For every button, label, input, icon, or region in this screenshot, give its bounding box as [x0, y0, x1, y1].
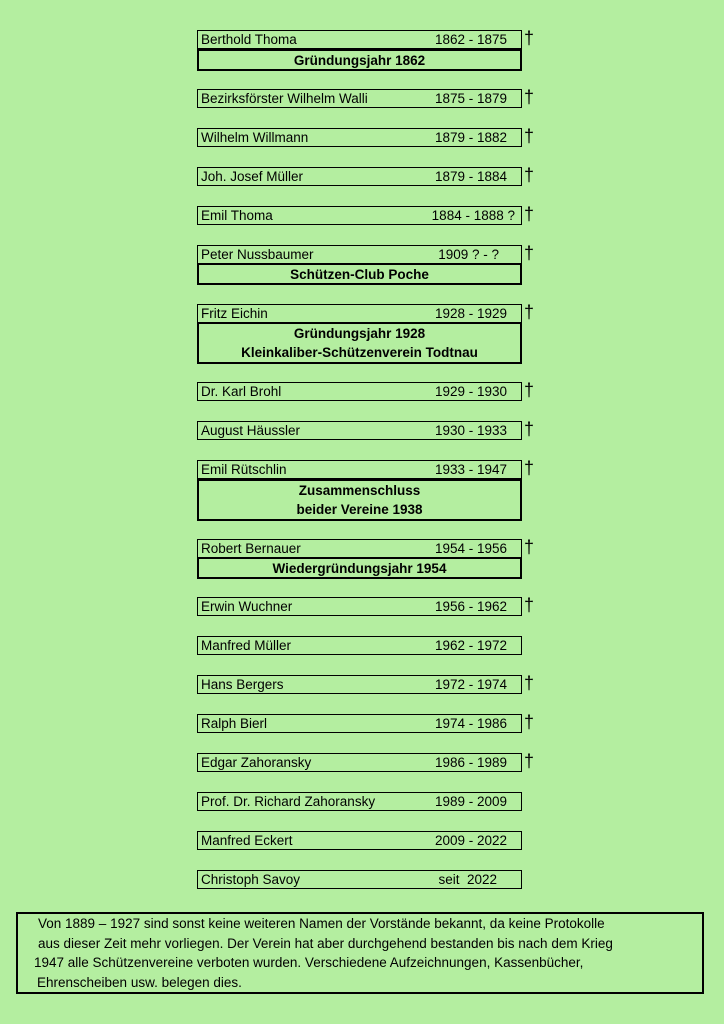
chairman-row: [197, 792, 522, 811]
deceased-cross-icon: †: [524, 302, 535, 322]
deceased-cross-icon: †: [524, 165, 535, 185]
chairman-name: Joh. Josef Müller: [201, 169, 304, 184]
chairman-row: [197, 30, 522, 49]
term-years: 1879 - 1884: [434, 169, 507, 184]
term-years: 2009 - 2022: [434, 833, 507, 848]
term-years: 1862 - 1875: [434, 32, 507, 47]
deceased-cross-icon: †: [524, 751, 535, 771]
chairman-row: [197, 460, 522, 479]
deceased-cross-icon: †: [524, 204, 535, 224]
term-years: 1974 - 1986: [434, 716, 507, 731]
milestone-text: Gründungsjahr 1862: [293, 52, 426, 68]
chairman-name: Wilhelm Willmann: [201, 130, 309, 145]
chairman-row: [197, 89, 522, 108]
chairman-name: Fritz Eichin: [201, 306, 268, 321]
chairman-row: [197, 245, 522, 264]
chairman-name: Prof. Dr. Richard Zahoransky: [201, 794, 376, 809]
chairman-name: Ralph Bierl: [201, 716, 268, 731]
deceased-cross-icon: †: [524, 712, 535, 732]
milestone-text: Zusammenschluss: [298, 483, 421, 498]
milestone-text: beider Vereine 1938: [296, 502, 423, 517]
term-years: 1929 - 1930: [434, 384, 507, 399]
chairman-row: [197, 675, 522, 694]
term-years: seit 2022: [438, 872, 497, 887]
chairman-row: [197, 167, 522, 186]
chairman-row: [197, 597, 522, 616]
chairman-row: [197, 382, 522, 401]
club-milestone-band: [197, 557, 522, 579]
milestone-text: Kleinkaliber-Schützenverein Todtnau: [241, 345, 478, 360]
club-milestone-band: [197, 479, 522, 521]
deceased-cross-icon: †: [524, 673, 535, 693]
club-milestone-band: [197, 322, 522, 364]
chairman-name: Edgar Zahoransky: [201, 755, 312, 770]
deceased-cross-icon: †: [524, 419, 535, 439]
chairman-name: Hans Bergers: [201, 677, 284, 692]
chairman-row: [197, 421, 522, 440]
term-years: 1989 - 2009: [434, 794, 507, 809]
term-years: 1930 - 1933: [434, 423, 507, 438]
term-years: 1875 - 1879: [434, 91, 507, 106]
chairman-name: Emil Rütschlin: [201, 462, 287, 477]
deceased-cross-icon: †: [524, 87, 535, 107]
chairman-name: Berthold Thoma: [201, 32, 297, 47]
term-years: 1909 ? - ?: [438, 247, 499, 262]
term-years: 1954 - 1956: [434, 541, 507, 556]
chairman-row: [197, 206, 522, 225]
chairman-row: [197, 753, 522, 772]
chairman-row: [197, 831, 522, 850]
chairman-row: [197, 870, 522, 889]
deceased-cross-icon: †: [524, 458, 535, 478]
chairman-row: [197, 539, 522, 558]
chairman-name: Manfred Müller: [201, 638, 292, 653]
term-years: 1956 - 1962: [434, 599, 507, 614]
chairman-name: Erwin Wuchner: [201, 599, 293, 614]
milestone-text: Gründungsjahr 1928: [293, 326, 426, 341]
chairman-row: [197, 304, 522, 323]
deceased-cross-icon: †: [524, 243, 535, 263]
chairman-name: Peter Nussbaumer: [201, 247, 314, 262]
deceased-cross-icon: †: [524, 126, 535, 146]
term-years: 1879 - 1882: [434, 130, 507, 145]
term-years: 1933 - 1947: [434, 462, 507, 477]
milestone-text: Wiedergründungsjahr 1954: [272, 560, 447, 576]
chairman-row: [197, 636, 522, 655]
chairman-name: August Häussler: [201, 423, 301, 438]
note-line: Ehrenscheiben usw. belegen dies.: [37, 974, 242, 990]
deceased-cross-icon: †: [524, 28, 535, 48]
term-years: 1962 - 1972: [434, 638, 507, 653]
deceased-cross-icon: †: [524, 595, 535, 615]
term-years: 1972 - 1974: [434, 677, 507, 692]
milestone-text: Schützen-Club Poche: [290, 266, 429, 282]
chairman-name: Christoph Savoy: [201, 872, 301, 887]
chairman-name: Emil Thoma: [201, 208, 273, 223]
history-note: [16, 912, 704, 994]
chairman-name: Bezirksförster Wilhelm Walli: [201, 91, 368, 106]
note-line: Von 1889 – 1927 sind sonst keine weiteren Namen der Vorstände bekannt, da keine Protokolle: [38, 916, 605, 931]
deceased-cross-icon: †: [524, 537, 535, 557]
deceased-cross-icon: †: [524, 380, 535, 400]
chairman-name: Manfred Eckert: [201, 833, 293, 848]
chairman-name: Dr. Karl Brohl: [201, 384, 282, 399]
club-milestone-band: [197, 263, 522, 285]
term-years: 1986 - 1989: [434, 755, 507, 770]
club-milestone-band: [197, 49, 522, 71]
chairman-row: [197, 714, 522, 733]
chairman-row: [197, 128, 522, 147]
chairman-name: Robert Bernauer: [201, 541, 301, 556]
term-years: 1884 - 1888 ?: [431, 208, 515, 223]
term-years: 1928 - 1929: [434, 306, 507, 321]
note-line: aus dieser Zeit mehr vorliegen. Der Verein hat aber durchgehend bestanden bis nach dem Krieg: [38, 935, 613, 951]
note-line: 1947 alle Schützenvereine verboten wurden. Verschiedene Aufzeichnungen, Kassenbücher,: [34, 955, 584, 970]
